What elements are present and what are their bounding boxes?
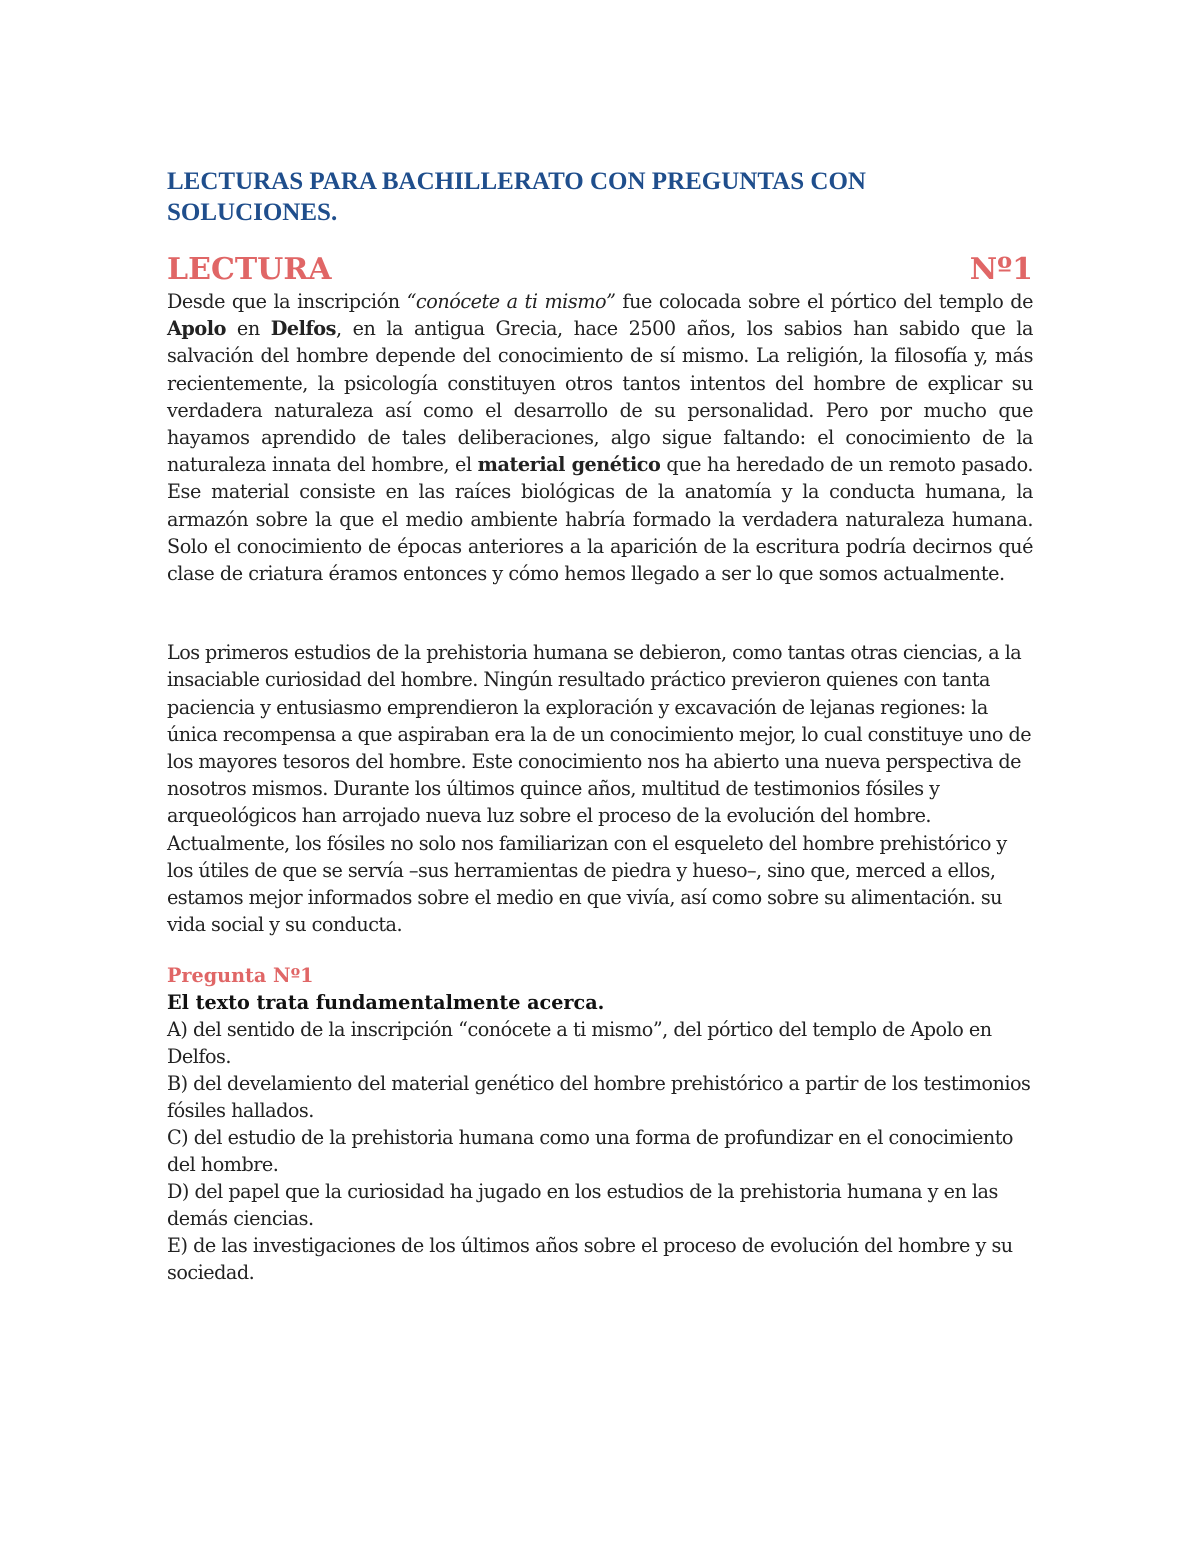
lectura-heading: [167, 252, 1033, 288]
paragraph-1: [167, 288, 1033, 587]
question-title: Pregunta Nº1: [167, 964, 314, 988]
apolo-term: Apolo: [167, 317, 226, 341]
delfos-term: Delfos: [270, 317, 336, 341]
answer-options: [167, 1016, 1033, 1286]
document-title: LECTURAS PARA BACHILLERATO CON PREGUNTAS CON SOLUCIONES.: [167, 168, 866, 226]
paragraph-1-text: que ha heredado de un remoto pasado. Ese material consiste en las raíces biológicas de la anatomía y la conducta humana, la armazón sobre la que el medio ambiente habría formado la verdadera naturaleza humana. Solo el conocimiento de épocas anteriores a la aparición de la escritura podría decirnos qué clase de criatura éramos entonces y cómo hemos llegado a ser lo que somos actualmente.: [167, 453, 1033, 586]
lectura-label: LECTURA: [167, 252, 332, 287]
paragraph-1-text: en: [225, 317, 271, 341]
paragraph-2: Los primeros estudios de la prehistoria humana se debieron, como tantas otras ciencias, a la insaciable curiosidad del hombre. Ningún resultado práctico previeron quienes con tanta paciencia y entusiasmo emprendieron la exploración y excavación de lejanas regiones: la única recompensa a que aspiraban era la de un conocimiento mejor, lo cual constituye uno de los mayores tesoros del hombre. Este conocimiento nos ha abierto una nueva perspectiva de nosotros mismos. Durante los últimos quince años, multitud de testimonios fósiles y arqueológicos han arrojado nueva luz sobre el proceso de la evolución del hombre. Actualmente, los fósiles no solo nos familiarizan con el esqueleto del hombre prehistórico y los útiles de que se servía –sus herramientas de piedra y hueso–, sino que, merced a ellos, estamos mejor informados sobre el medio en que vivía, así como sobre su alimentación. su vida social y su conducta.: [167, 641, 1031, 937]
document-page: [167, 166, 1033, 1286]
paragraph-1-text: fue colocada sobre el pórtico del templo de: [615, 290, 1033, 313]
answer-option-d: D) del papel que la curiosidad ha jugado en los estudios de la prehistoria humana y en las demás ciencias.: [167, 1180, 998, 1231]
lectura-number: Nº1: [969, 252, 1033, 287]
answer-option-c: C) del estudio de la prehistoria humana como una forma de profundizar en el conocimiento del hombre.: [167, 1126, 1013, 1177]
answer-option-e: E) de las investigaciones de los últimos años sobre el proceso de evolución del hombre y su sociedad.: [167, 1234, 1013, 1285]
material-genetico-term: material genético: [477, 453, 661, 477]
answer-option-b: B) del develamiento del material genético del hombre prehistórico a partir de los testimonios fósiles hallados.: [167, 1072, 1031, 1123]
question-stem: El texto trata fundamentalmente acerca.: [167, 991, 605, 1015]
answer-option-a: A) del sentido de la inscripción “conócete a ti mismo”, del pórtico del templo de Apolo en Delfos.: [167, 1018, 992, 1069]
paragraph-1-text: , en la antigua Grecia, hace 2500 años, los sabios han sabido que la salvación del hombre depende del conocimiento de sí mismo. La religión, la filosofía y, más recientemente, la psicología constituyen otros tantos intentos del hombre de explicar su verdadera naturaleza así como el desarrollo de su personalidad. Pero por mucho que hayamos aprendido de tales deliberaciones, algo sigue faltando: el conocimiento de la naturaleza innata del hombre, el: [167, 317, 1033, 477]
inscription-quote: “conócete a ti mismo”: [406, 290, 616, 313]
paragraph-1-text: Desde que la inscripción: [167, 290, 407, 313]
